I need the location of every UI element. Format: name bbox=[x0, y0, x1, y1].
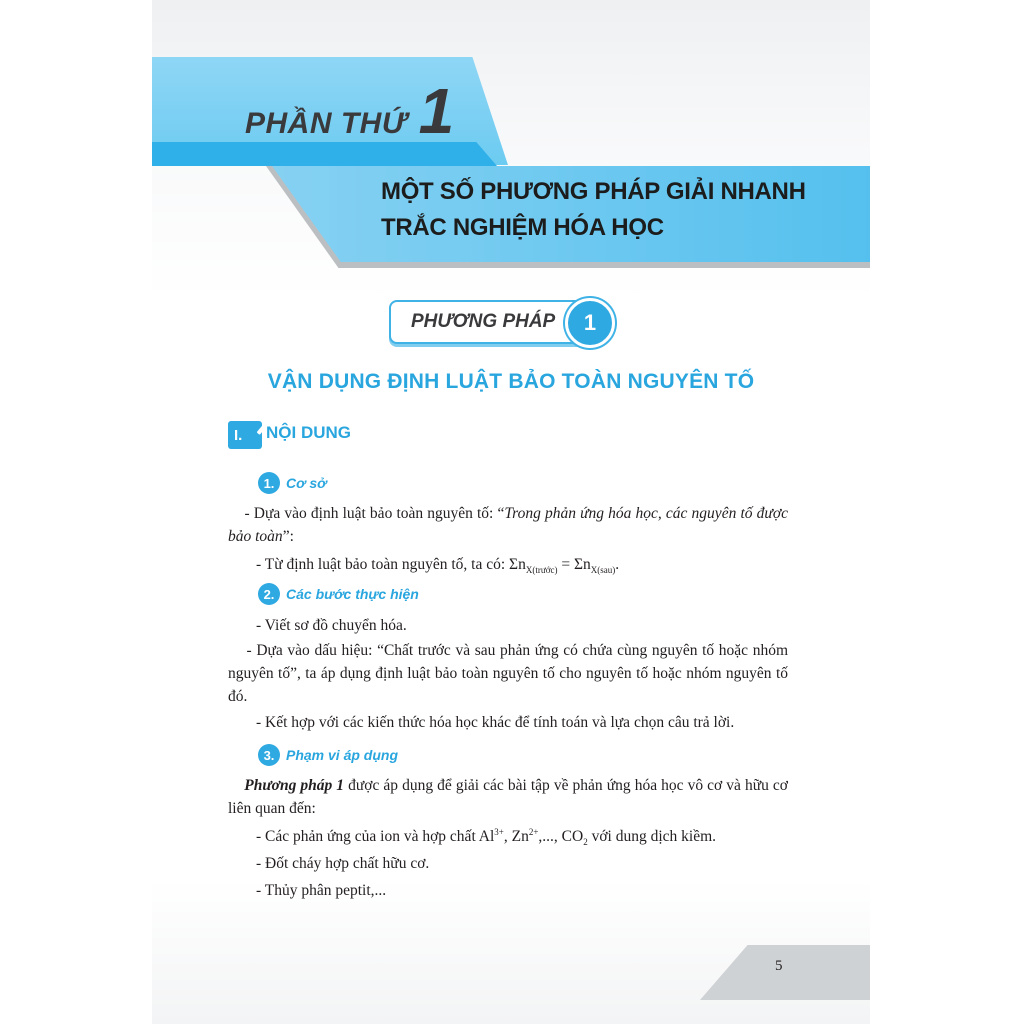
formula-subscript-after: X(sau) bbox=[590, 565, 616, 576]
paragraph-3-3: - Đốt cháy hợp chất hữu cơ. bbox=[256, 855, 430, 872]
paragraph-1-2 bbox=[256, 553, 788, 576]
paragraph-1-1 bbox=[228, 502, 788, 548]
paragraph-2-3: - Kết hợp với các kiến thức hóa học khác để tính toán và lựa chọn câu trả lời. bbox=[256, 714, 735, 731]
zn-charge: 2+ bbox=[528, 826, 539, 837]
formula-subscript-before: X(trước) bbox=[525, 565, 558, 576]
method-title: VẬN DỤNG ĐỊNH LUẬT BẢO TOÀN NGUYÊN TỐ bbox=[267, 370, 755, 393]
formula-mid: = Σn bbox=[557, 556, 591, 573]
co2-subscript: 2 bbox=[583, 837, 588, 848]
section-i-icon-label: I. bbox=[234, 426, 243, 444]
method-badge bbox=[389, 300, 585, 344]
subheading-3 bbox=[258, 744, 398, 766]
formula-end: . bbox=[615, 556, 620, 573]
formula-prefix: - Từ định luật bảo toàn nguyên tố, ta có: Σn bbox=[256, 556, 526, 573]
paragraph-1-1-suffix: ”: bbox=[282, 528, 294, 545]
part-label bbox=[245, 74, 455, 147]
section-title-line-1: MỘT SỐ PHƯƠNG PHÁP GIẢI NHANH bbox=[381, 178, 806, 205]
section-i-icon bbox=[228, 421, 262, 449]
paragraph-1-1-prefix: - Dựa vào định luật bảo toàn nguyên tố: “ bbox=[244, 505, 505, 522]
paragraph-2-2-text: - Dựa vào dấu hiệu: “Chất trước và sau phản ứng có chứa cùng nguyên tố hoặc nhóm nguyên tố”, ta áp dụng định luật bảo toàn nguyên tố cho nguyên tố hoặc nhóm nguyên tố đó. bbox=[228, 642, 788, 705]
subheading-3-number: 3. bbox=[258, 744, 280, 766]
section-title bbox=[381, 174, 851, 246]
paragraph-3-1 bbox=[228, 774, 788, 820]
method-label: PHƯƠNG PHÁP bbox=[411, 311, 556, 332]
paragraph-3-2-b: , Zn bbox=[503, 828, 529, 845]
subheading-2-number: 2. bbox=[258, 583, 280, 605]
section-title-line-2: TRẮC NGHIỆM HÓA HỌC bbox=[381, 214, 664, 241]
paragraph-1-1-italic: Trong phản ứng hóa học, các nguyên tố được bảo toàn bbox=[228, 505, 788, 545]
subheading-2-title: Các bước thực hiện bbox=[286, 586, 419, 602]
part-word: PHẦN THỨ bbox=[245, 107, 407, 140]
paragraph-3-2-d: với dung dịch kiềm. bbox=[587, 828, 717, 845]
subheading-1 bbox=[258, 472, 327, 494]
paragraph-3-1-rest: được áp dụng để giải các bài tập về phản ứng hóa học vô cơ và hữu cơ liên quan đến: bbox=[228, 777, 789, 817]
method-number-badge: 1 bbox=[565, 298, 615, 348]
part-number: 1 bbox=[418, 75, 455, 147]
page-number: 5 bbox=[775, 958, 783, 974]
paragraph-3-2-c: ,..., CO bbox=[538, 828, 584, 845]
subheading-2 bbox=[258, 583, 419, 605]
subheading-1-number: 1. bbox=[258, 472, 280, 494]
al-charge: 3+ bbox=[494, 826, 504, 837]
subheading-1-title: Cơ sở bbox=[286, 475, 327, 491]
paragraph-2-1: - Viết sơ đồ chuyển hóa. bbox=[256, 617, 407, 634]
section-i-heading: NỘI DUNG bbox=[266, 423, 351, 442]
paragraph-2-2 bbox=[228, 639, 788, 708]
paragraph-3-2 bbox=[256, 825, 788, 848]
paragraph-3-2-a: - Các phản ứng của ion và hợp chất Al bbox=[256, 828, 495, 845]
subheading-3-title: Phạm vi áp dụng bbox=[286, 747, 399, 763]
paragraph-3-4: - Thủy phân peptit,... bbox=[256, 882, 387, 899]
paragraph-3-1-italic: Phương pháp 1 bbox=[244, 777, 345, 794]
